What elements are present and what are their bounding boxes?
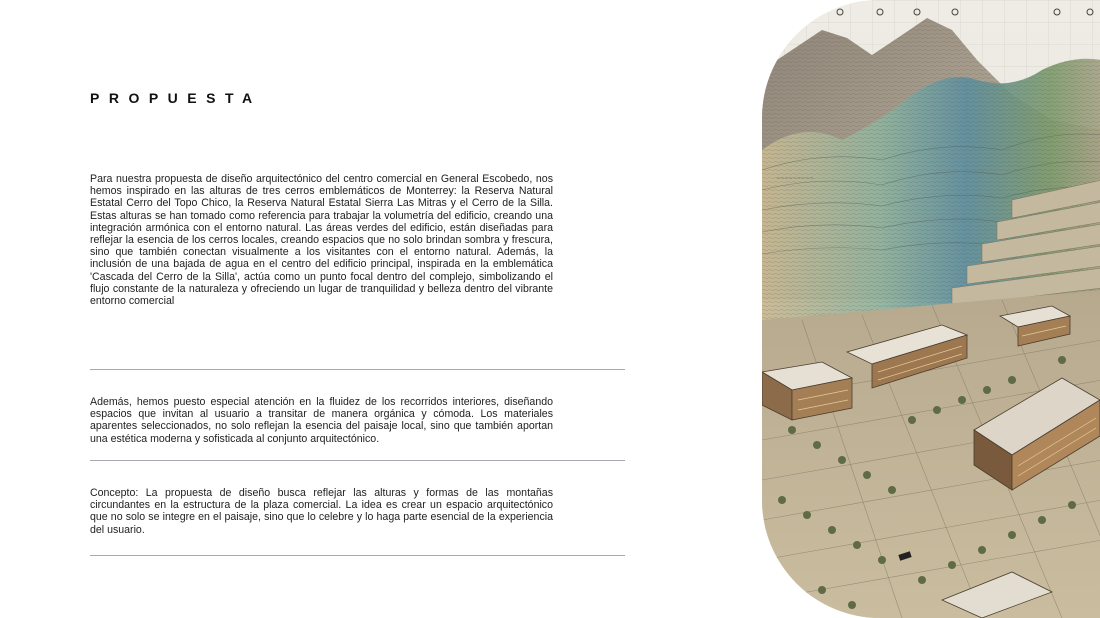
divider-line [90,555,625,556]
divider-line [90,460,625,461]
body-paragraph-concept: Concepto: La propuesta de diseño busca reflejar las alturas y formas de las montañas circundantes en la estructura de la plaza comercial. La idea es crear un espacio arquitectónico que no solo se integre en el paisaje, sino que lo celebre y lo haga parte esencial de la experiencia del usuario. [90,487,553,536]
divider-line [90,369,625,370]
body-paragraph-inspiration: Para nuestra propuesta de diseño arquitectónico del centro comercial en General Escobedo, nos hemos inspirado en las alturas de tres cerros emblemáticos de Monterrey: la Reserva Natural Estatal Cerro del Topo Chico, la Reserva Natural Estatal Sierra Las Mitras y el Cerro de la Silla. Estas alturas se han tomado como referencia para trabajar la volumetría del edificio, creando una integración armónica con el entorno natural. Las áreas verdes del edificio, están diseñadas para reflejar la esencia de los cerros locales, creando espacios que no solo brindan sombra y frescura, sino que también conectan visualmente a los visitantes con el entorno natural. Además, la inclusión de una bajada de agua en el centro del edificio principal, inspirada en la emblemática 'Cascada del Cerro de la Silla', actúa como un punto focal dentro del complejo, simbolizando el flujo constante de la naturaleza y ofreciendo un lugar de tranquilidad y belleza dentro del vibrante entorno comercial [90,173,553,308]
page-title: PROPUESTA [90,90,262,106]
svg-text:~~~~~~~~~: ~~~~~~~~~ [776,176,814,182]
body-paragraph-circulation: Además, hemos puesto especial atención en la fluidez de los recorridos interiores, diseñando espacios que invitan al usuario a transitar de manera orgánica y cómoda. Los materiales aparentes seleccionados, no solo reflejan la esencia del paisaje local, sino que también aportan una estética moderna y sofisticada al conjunto arquitectónico. [90,396,553,445]
mountain-rendering-image [762,0,1100,618]
